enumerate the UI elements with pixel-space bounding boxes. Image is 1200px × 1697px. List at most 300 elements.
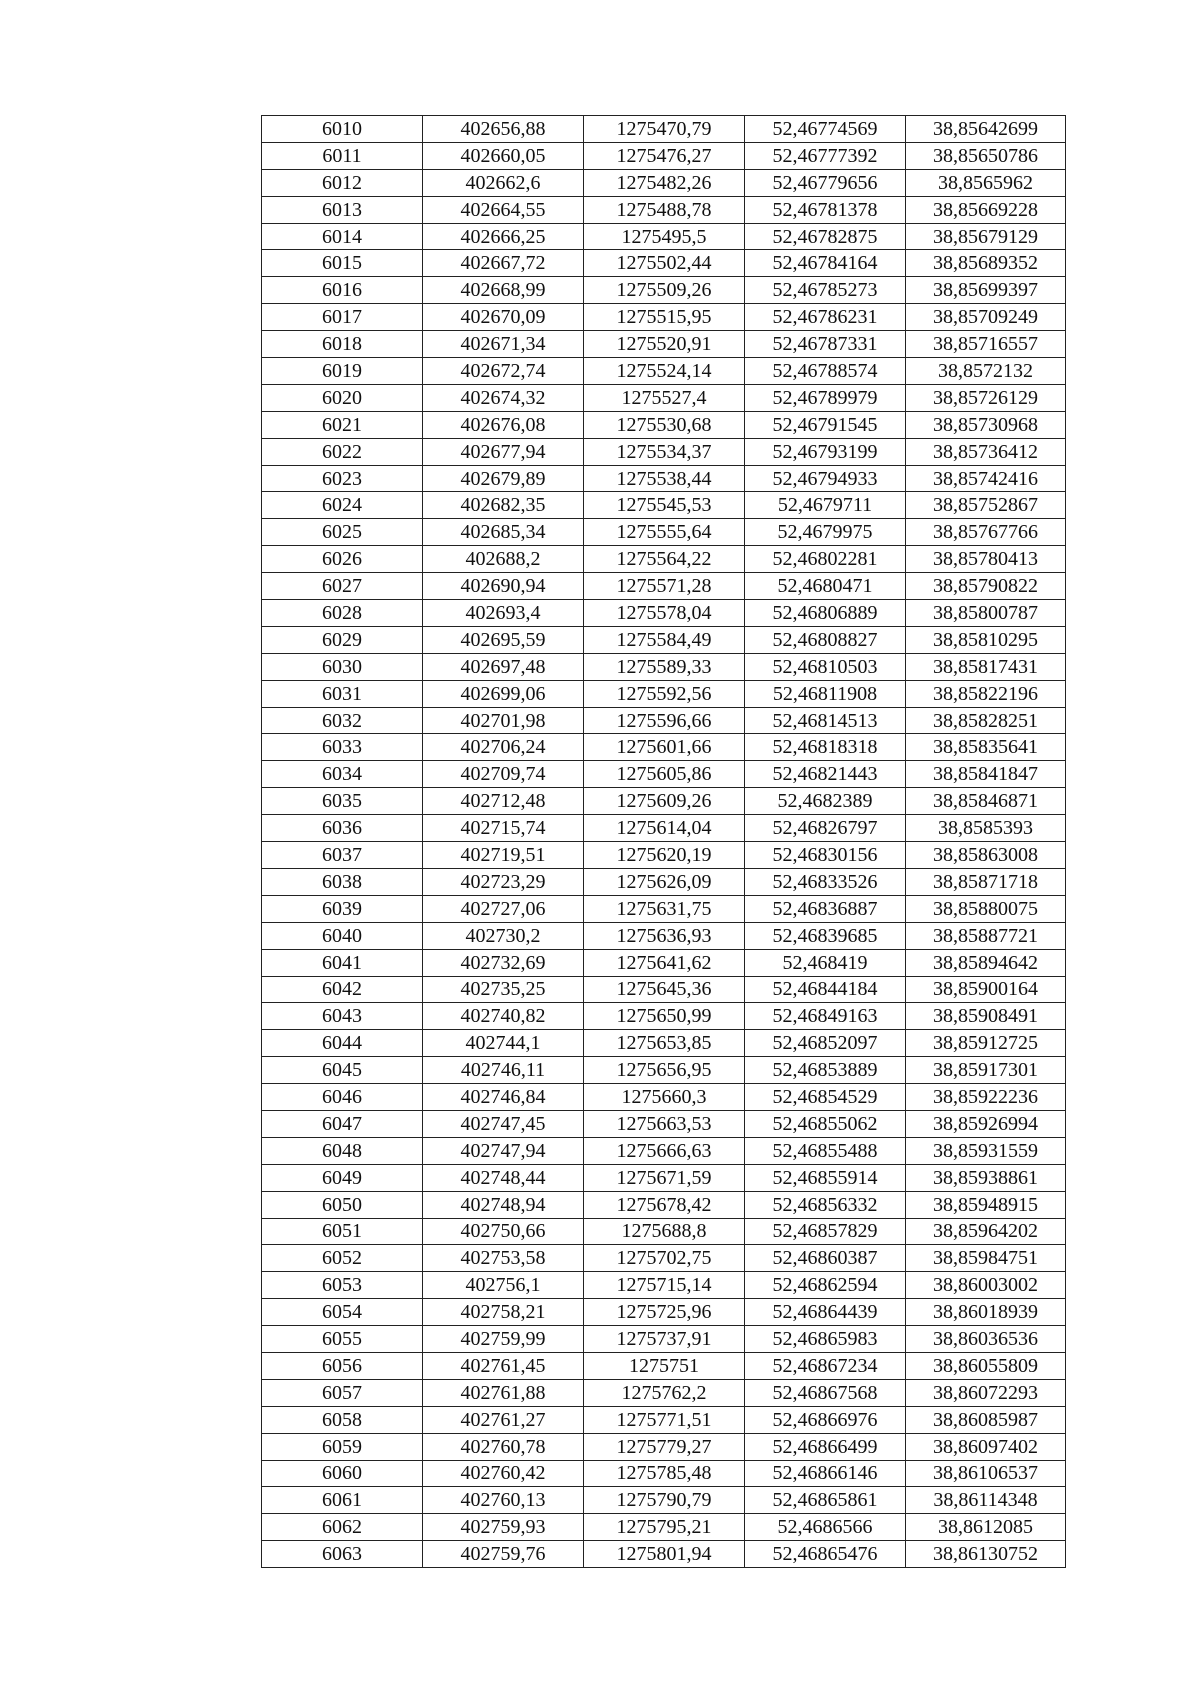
x-coordinate-cell: 402760,42 (423, 1460, 584, 1487)
latitude-cell: 52,46864439 (745, 1299, 906, 1326)
x-coordinate-cell: 402761,88 (423, 1379, 584, 1406)
latitude-cell: 52,46865983 (745, 1326, 906, 1353)
y-coordinate-cell: 1275641,62 (584, 949, 745, 976)
y-coordinate-cell: 1275564,22 (584, 546, 745, 573)
longitude-cell: 38,86130752 (906, 1541, 1066, 1568)
y-coordinate-cell: 1275678,42 (584, 1191, 745, 1218)
x-coordinate-cell: 402746,84 (423, 1084, 584, 1111)
y-coordinate-cell: 1275527,4 (584, 384, 745, 411)
longitude-cell: 38,86036536 (906, 1326, 1066, 1353)
point-number-cell: 6018 (262, 331, 423, 358)
y-coordinate-cell: 1275666,63 (584, 1137, 745, 1164)
table-row (262, 1191, 1066, 1218)
latitude-cell: 52,46791545 (745, 411, 906, 438)
table-row (262, 1487, 1066, 1514)
y-coordinate-cell: 1275601,66 (584, 734, 745, 761)
x-coordinate-cell: 402740,82 (423, 1003, 584, 1030)
y-coordinate-cell: 1275725,96 (584, 1299, 745, 1326)
table-row (262, 1110, 1066, 1137)
point-number-cell: 6016 (262, 277, 423, 304)
point-number-cell: 6020 (262, 384, 423, 411)
point-number-cell: 6030 (262, 653, 423, 680)
longitude-cell: 38,85817431 (906, 653, 1066, 680)
point-number-cell: 6049 (262, 1164, 423, 1191)
x-coordinate-cell: 402699,06 (423, 680, 584, 707)
y-coordinate-cell: 1275614,04 (584, 815, 745, 842)
latitude-cell: 52,46784164 (745, 250, 906, 277)
x-coordinate-cell: 402750,66 (423, 1218, 584, 1245)
point-number-cell: 6046 (262, 1084, 423, 1111)
x-coordinate-cell: 402662,6 (423, 169, 584, 196)
table-row (262, 331, 1066, 358)
x-coordinate-cell: 402744,1 (423, 1030, 584, 1057)
y-coordinate-cell: 1275737,91 (584, 1326, 745, 1353)
latitude-cell: 52,46865476 (745, 1541, 906, 1568)
point-number-cell: 6011 (262, 142, 423, 169)
latitude-cell: 52,46830156 (745, 842, 906, 869)
point-number-cell: 6060 (262, 1460, 423, 1487)
longitude-cell: 38,8572132 (906, 358, 1066, 385)
latitude-cell: 52,46854529 (745, 1084, 906, 1111)
point-number-cell: 6052 (262, 1245, 423, 1272)
y-coordinate-cell: 1275605,86 (584, 761, 745, 788)
table-row (262, 680, 1066, 707)
table-row (262, 1514, 1066, 1541)
point-number-cell: 6059 (262, 1433, 423, 1460)
latitude-cell: 52,46774569 (745, 116, 906, 143)
longitude-cell: 38,85984751 (906, 1245, 1066, 1272)
latitude-cell: 52,46786231 (745, 304, 906, 331)
latitude-cell: 52,46802281 (745, 546, 906, 573)
longitude-cell: 38,85742416 (906, 465, 1066, 492)
y-coordinate-cell: 1275801,94 (584, 1541, 745, 1568)
y-coordinate-cell: 1275663,53 (584, 1110, 745, 1137)
x-coordinate-cell: 402671,34 (423, 331, 584, 358)
table-row (262, 1460, 1066, 1487)
x-coordinate-cell: 402688,2 (423, 546, 584, 573)
latitude-cell: 52,4680471 (745, 573, 906, 600)
longitude-cell: 38,85863008 (906, 842, 1066, 869)
latitude-cell: 52,46839685 (745, 922, 906, 949)
x-coordinate-cell: 402701,98 (423, 707, 584, 734)
y-coordinate-cell: 1275578,04 (584, 600, 745, 627)
x-coordinate-cell: 402761,27 (423, 1406, 584, 1433)
y-coordinate-cell: 1275636,93 (584, 922, 745, 949)
longitude-cell: 38,85871718 (906, 868, 1066, 895)
x-coordinate-cell: 402677,94 (423, 438, 584, 465)
table-row (262, 1433, 1066, 1460)
point-number-cell: 6029 (262, 626, 423, 653)
x-coordinate-cell: 402697,48 (423, 653, 584, 680)
latitude-cell: 52,46844184 (745, 976, 906, 1003)
longitude-cell: 38,85730968 (906, 411, 1066, 438)
point-number-cell: 6042 (262, 976, 423, 1003)
longitude-cell: 38,86106537 (906, 1460, 1066, 1487)
x-coordinate-cell: 402746,11 (423, 1057, 584, 1084)
table-row (262, 600, 1066, 627)
table-row (262, 1541, 1066, 1568)
x-coordinate-cell: 402660,05 (423, 142, 584, 169)
longitude-cell: 38,85709249 (906, 304, 1066, 331)
table-row (262, 1326, 1066, 1353)
table-row (262, 1164, 1066, 1191)
latitude-cell: 52,4679711 (745, 492, 906, 519)
table-row (262, 626, 1066, 653)
latitude-cell: 52,46810503 (745, 653, 906, 680)
latitude-cell: 52,46821443 (745, 761, 906, 788)
longitude-cell: 38,85736412 (906, 438, 1066, 465)
longitude-cell: 38,85810295 (906, 626, 1066, 653)
y-coordinate-cell: 1275790,79 (584, 1487, 745, 1514)
longitude-cell: 38,85689352 (906, 250, 1066, 277)
latitude-cell: 52,46826797 (745, 815, 906, 842)
longitude-cell: 38,8565962 (906, 169, 1066, 196)
latitude-cell: 52,46853889 (745, 1057, 906, 1084)
table-row (262, 1057, 1066, 1084)
x-coordinate-cell: 402732,69 (423, 949, 584, 976)
latitude-cell: 52,46852097 (745, 1030, 906, 1057)
x-coordinate-cell: 402679,89 (423, 465, 584, 492)
table-row (262, 546, 1066, 573)
table-row (262, 438, 1066, 465)
point-number-cell: 6048 (262, 1137, 423, 1164)
latitude-cell: 52,46789979 (745, 384, 906, 411)
x-coordinate-cell: 402760,13 (423, 1487, 584, 1514)
latitude-cell: 52,46782875 (745, 223, 906, 250)
point-number-cell: 6062 (262, 1514, 423, 1541)
latitude-cell: 52,4686566 (745, 1514, 906, 1541)
longitude-cell: 38,85948915 (906, 1191, 1066, 1218)
longitude-cell: 38,86114348 (906, 1487, 1066, 1514)
table-row (262, 1406, 1066, 1433)
table-row (262, 1352, 1066, 1379)
y-coordinate-cell: 1275596,66 (584, 707, 745, 734)
point-number-cell: 6041 (262, 949, 423, 976)
x-coordinate-cell: 402747,45 (423, 1110, 584, 1137)
table-row (262, 1003, 1066, 1030)
latitude-cell: 52,46785273 (745, 277, 906, 304)
table-row (262, 761, 1066, 788)
table-row (262, 1218, 1066, 1245)
longitude-cell: 38,86018939 (906, 1299, 1066, 1326)
point-number-cell: 6014 (262, 223, 423, 250)
point-number-cell: 6047 (262, 1110, 423, 1137)
longitude-cell: 38,85699397 (906, 277, 1066, 304)
longitude-cell: 38,86097402 (906, 1433, 1066, 1460)
table-row (262, 465, 1066, 492)
table-row (262, 949, 1066, 976)
point-number-cell: 6017 (262, 304, 423, 331)
x-coordinate-cell: 402759,93 (423, 1514, 584, 1541)
x-coordinate-cell: 402693,4 (423, 600, 584, 627)
longitude-cell: 38,85650786 (906, 142, 1066, 169)
table-row (262, 519, 1066, 546)
y-coordinate-cell: 1275671,59 (584, 1164, 745, 1191)
y-coordinate-cell: 1275609,26 (584, 788, 745, 815)
y-coordinate-cell: 1275538,44 (584, 465, 745, 492)
point-number-cell: 6057 (262, 1379, 423, 1406)
longitude-cell: 38,85841847 (906, 761, 1066, 788)
y-coordinate-cell: 1275545,53 (584, 492, 745, 519)
longitude-cell: 38,85716557 (906, 331, 1066, 358)
point-number-cell: 6023 (262, 465, 423, 492)
point-number-cell: 6045 (262, 1057, 423, 1084)
point-number-cell: 6039 (262, 895, 423, 922)
longitude-cell: 38,85931559 (906, 1137, 1066, 1164)
x-coordinate-cell: 402715,74 (423, 815, 584, 842)
latitude-cell: 52,46806889 (745, 600, 906, 627)
longitude-cell: 38,85642699 (906, 116, 1066, 143)
table-row (262, 1272, 1066, 1299)
point-number-cell: 6025 (262, 519, 423, 546)
y-coordinate-cell: 1275631,75 (584, 895, 745, 922)
table-row (262, 1137, 1066, 1164)
point-number-cell: 6055 (262, 1326, 423, 1353)
x-coordinate-cell: 402748,44 (423, 1164, 584, 1191)
longitude-cell: 38,85790822 (906, 573, 1066, 600)
longitude-cell: 38,86003002 (906, 1272, 1066, 1299)
point-number-cell: 6035 (262, 788, 423, 815)
longitude-cell: 38,85752867 (906, 492, 1066, 519)
point-number-cell: 6040 (262, 922, 423, 949)
longitude-cell: 38,85922236 (906, 1084, 1066, 1111)
y-coordinate-cell: 1275482,26 (584, 169, 745, 196)
point-number-cell: 6038 (262, 868, 423, 895)
latitude-cell: 52,46855914 (745, 1164, 906, 1191)
x-coordinate-cell: 402727,06 (423, 895, 584, 922)
longitude-cell: 38,86072293 (906, 1379, 1066, 1406)
x-coordinate-cell: 402695,59 (423, 626, 584, 653)
y-coordinate-cell: 1275488,78 (584, 196, 745, 223)
latitude-cell: 52,46777392 (745, 142, 906, 169)
table-row (262, 1379, 1066, 1406)
x-coordinate-cell: 402730,2 (423, 922, 584, 949)
longitude-cell: 38,85846871 (906, 788, 1066, 815)
latitude-cell: 52,46787331 (745, 331, 906, 358)
coordinates-table-body (262, 116, 1066, 1568)
point-number-cell: 6061 (262, 1487, 423, 1514)
latitude-cell: 52,46866976 (745, 1406, 906, 1433)
x-coordinate-cell: 402759,99 (423, 1326, 584, 1353)
longitude-cell: 38,85926994 (906, 1110, 1066, 1137)
table-row (262, 169, 1066, 196)
latitude-cell: 52,4679975 (745, 519, 906, 546)
table-row (262, 895, 1066, 922)
y-coordinate-cell: 1275650,99 (584, 1003, 745, 1030)
longitude-cell: 38,85938861 (906, 1164, 1066, 1191)
latitude-cell: 52,46779656 (745, 169, 906, 196)
x-coordinate-cell: 402672,74 (423, 358, 584, 385)
latitude-cell: 52,46833526 (745, 868, 906, 895)
table-row (262, 573, 1066, 600)
x-coordinate-cell: 402690,94 (423, 573, 584, 600)
x-coordinate-cell: 402759,76 (423, 1541, 584, 1568)
x-coordinate-cell: 402747,94 (423, 1137, 584, 1164)
y-coordinate-cell: 1275626,09 (584, 868, 745, 895)
table-row (262, 223, 1066, 250)
y-coordinate-cell: 1275534,37 (584, 438, 745, 465)
longitude-cell: 38,85894642 (906, 949, 1066, 976)
point-number-cell: 6022 (262, 438, 423, 465)
longitude-cell: 38,85917301 (906, 1057, 1066, 1084)
y-coordinate-cell: 1275515,95 (584, 304, 745, 331)
x-coordinate-cell: 402666,25 (423, 223, 584, 250)
x-coordinate-cell: 402760,78 (423, 1433, 584, 1460)
y-coordinate-cell: 1275476,27 (584, 142, 745, 169)
latitude-cell: 52,46855062 (745, 1110, 906, 1137)
longitude-cell: 38,85880075 (906, 895, 1066, 922)
point-number-cell: 6027 (262, 573, 423, 600)
point-number-cell: 6044 (262, 1030, 423, 1057)
y-coordinate-cell: 1275520,91 (584, 331, 745, 358)
point-number-cell: 6021 (262, 411, 423, 438)
x-coordinate-cell: 402748,94 (423, 1191, 584, 1218)
latitude-cell: 52,46865861 (745, 1487, 906, 1514)
table-row (262, 492, 1066, 519)
longitude-cell: 38,85912725 (906, 1030, 1066, 1057)
latitude-cell: 52,46855488 (745, 1137, 906, 1164)
point-number-cell: 6034 (262, 761, 423, 788)
point-number-cell: 6028 (262, 600, 423, 627)
point-number-cell: 6051 (262, 1218, 423, 1245)
longitude-cell: 38,86055809 (906, 1352, 1066, 1379)
table-row (262, 868, 1066, 895)
x-coordinate-cell: 402761,45 (423, 1352, 584, 1379)
point-number-cell: 6026 (262, 546, 423, 573)
y-coordinate-cell: 1275660,3 (584, 1084, 745, 1111)
latitude-cell: 52,46814513 (745, 707, 906, 734)
x-coordinate-cell: 402709,74 (423, 761, 584, 788)
point-number-cell: 6015 (262, 250, 423, 277)
longitude-cell: 38,8585393 (906, 815, 1066, 842)
y-coordinate-cell: 1275584,49 (584, 626, 745, 653)
x-coordinate-cell: 402674,32 (423, 384, 584, 411)
x-coordinate-cell: 402664,55 (423, 196, 584, 223)
latitude-cell: 52,46781378 (745, 196, 906, 223)
point-number-cell: 6031 (262, 680, 423, 707)
table-row (262, 358, 1066, 385)
latitude-cell: 52,46857829 (745, 1218, 906, 1245)
latitude-cell: 52,46793199 (745, 438, 906, 465)
latitude-cell: 52,46808827 (745, 626, 906, 653)
x-coordinate-cell: 402706,24 (423, 734, 584, 761)
table-row (262, 842, 1066, 869)
y-coordinate-cell: 1275571,28 (584, 573, 745, 600)
y-coordinate-cell: 1275620,19 (584, 842, 745, 869)
table-row (262, 277, 1066, 304)
latitude-cell: 52,46811908 (745, 680, 906, 707)
point-number-cell: 6013 (262, 196, 423, 223)
point-number-cell: 6019 (262, 358, 423, 385)
x-coordinate-cell: 402668,99 (423, 277, 584, 304)
y-coordinate-cell: 1275509,26 (584, 277, 745, 304)
y-coordinate-cell: 1275524,14 (584, 358, 745, 385)
point-number-cell: 6033 (262, 734, 423, 761)
point-number-cell: 6037 (262, 842, 423, 869)
x-coordinate-cell: 402682,35 (423, 492, 584, 519)
y-coordinate-cell: 1275502,44 (584, 250, 745, 277)
latitude-cell: 52,46836887 (745, 895, 906, 922)
point-number-cell: 6010 (262, 116, 423, 143)
table-row (262, 1245, 1066, 1272)
point-number-cell: 6050 (262, 1191, 423, 1218)
point-number-cell: 6043 (262, 1003, 423, 1030)
table-row (262, 411, 1066, 438)
longitude-cell: 38,85908491 (906, 1003, 1066, 1030)
y-coordinate-cell: 1275530,68 (584, 411, 745, 438)
x-coordinate-cell: 402758,21 (423, 1299, 584, 1326)
y-coordinate-cell: 1275715,14 (584, 1272, 745, 1299)
table-row (262, 788, 1066, 815)
x-coordinate-cell: 402723,29 (423, 868, 584, 895)
table-row (262, 653, 1066, 680)
latitude-cell: 52,46866499 (745, 1433, 906, 1460)
y-coordinate-cell: 1275495,5 (584, 223, 745, 250)
x-coordinate-cell: 402756,1 (423, 1272, 584, 1299)
longitude-cell: 38,85822196 (906, 680, 1066, 707)
y-coordinate-cell: 1275795,21 (584, 1514, 745, 1541)
latitude-cell: 52,46866146 (745, 1460, 906, 1487)
latitude-cell: 52,46856332 (745, 1191, 906, 1218)
latitude-cell: 52,46867568 (745, 1379, 906, 1406)
table-row (262, 707, 1066, 734)
x-coordinate-cell: 402656,88 (423, 116, 584, 143)
y-coordinate-cell: 1275688,8 (584, 1218, 745, 1245)
latitude-cell: 52,468419 (745, 949, 906, 976)
y-coordinate-cell: 1275751 (584, 1352, 745, 1379)
table-row (262, 384, 1066, 411)
table-row (262, 196, 1066, 223)
latitude-cell: 52,46794933 (745, 465, 906, 492)
table-row (262, 142, 1066, 169)
table-row (262, 250, 1066, 277)
latitude-cell: 52,46818318 (745, 734, 906, 761)
point-number-cell: 6024 (262, 492, 423, 519)
latitude-cell: 52,46867234 (745, 1352, 906, 1379)
point-number-cell: 6012 (262, 169, 423, 196)
point-number-cell: 6054 (262, 1299, 423, 1326)
table-row (262, 815, 1066, 842)
point-number-cell: 6056 (262, 1352, 423, 1379)
latitude-cell: 52,46862594 (745, 1272, 906, 1299)
longitude-cell: 38,85835641 (906, 734, 1066, 761)
table-row (262, 1030, 1066, 1057)
point-number-cell: 6032 (262, 707, 423, 734)
x-coordinate-cell: 402685,34 (423, 519, 584, 546)
point-number-cell: 6036 (262, 815, 423, 842)
longitude-cell: 38,85679129 (906, 223, 1066, 250)
longitude-cell: 38,85767766 (906, 519, 1066, 546)
longitude-cell: 38,85669228 (906, 196, 1066, 223)
y-coordinate-cell: 1275645,36 (584, 976, 745, 1003)
x-coordinate-cell: 402667,72 (423, 250, 584, 277)
longitude-cell: 38,85726129 (906, 384, 1066, 411)
longitude-cell: 38,85887721 (906, 922, 1066, 949)
longitude-cell: 38,85964202 (906, 1218, 1066, 1245)
point-number-cell: 6053 (262, 1272, 423, 1299)
y-coordinate-cell: 1275555,64 (584, 519, 745, 546)
latitude-cell: 52,46860387 (745, 1245, 906, 1272)
longitude-cell: 38,85828251 (906, 707, 1066, 734)
table-row (262, 976, 1066, 1003)
latitude-cell: 52,46788574 (745, 358, 906, 385)
x-coordinate-cell: 402670,09 (423, 304, 584, 331)
x-coordinate-cell: 402735,25 (423, 976, 584, 1003)
x-coordinate-cell: 402712,48 (423, 788, 584, 815)
point-number-cell: 6058 (262, 1406, 423, 1433)
coordinates-table (261, 115, 1066, 1568)
table-row (262, 1084, 1066, 1111)
